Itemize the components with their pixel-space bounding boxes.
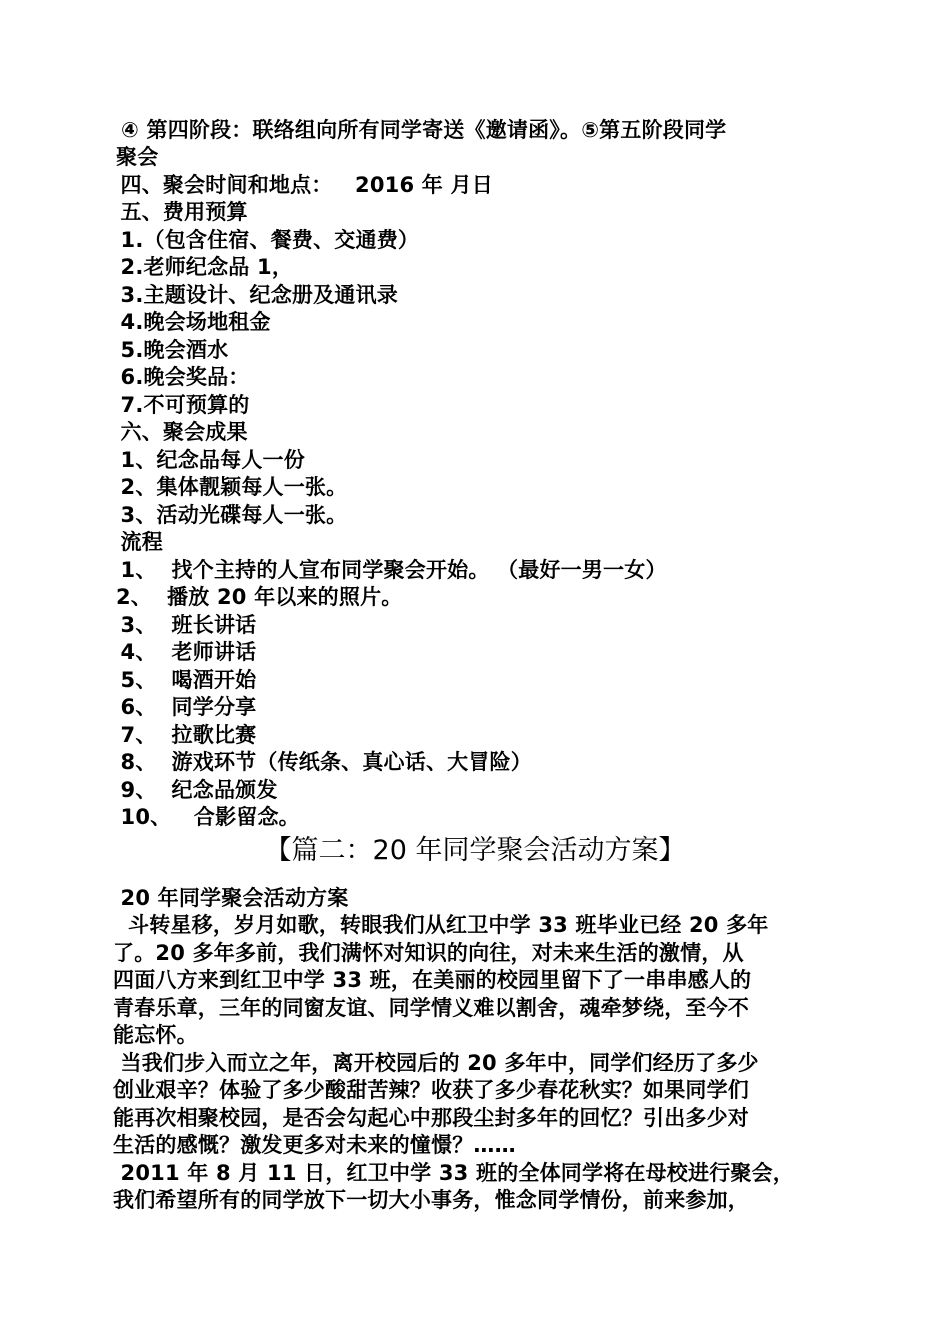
article-line: 当我们步入而立之年，离开校园后的 20 多年中，同学们经历了多少 (113, 1051, 759, 1075)
process-item: 2、 播放 20 年以来的照片。 (116, 585, 403, 609)
result-item: 3、活动光碟每人一张。 (113, 503, 348, 527)
article-line: 生活的感慨？激发更多对未来的憧憬？…… (113, 1133, 516, 1157)
result-item: 1、纪念品每人一份 (113, 448, 305, 472)
process-item: 10、 合影留念。 (113, 805, 300, 829)
text-line: 聚会 (116, 145, 159, 169)
text-line: ④ 第四阶段：联络组向所有同学寄送《邀请函》。⑤第五阶段同学 (121, 118, 727, 142)
article-line: 斗转星移，岁月如歌，转眼我们从红卫中学 33 班毕业已经 20 多年 (113, 913, 769, 937)
budget-item: 7.不可预算的 (113, 393, 250, 417)
process-item: 1、 找个主持的人宣布同学聚会开始。 （最好一男一女） (113, 558, 667, 582)
process-item: 5、 喝酒开始 (113, 668, 257, 692)
section-heading-part-two: 【篇二：20 年同学聚会活动方案】 (264, 835, 686, 866)
article-line: 创业艰辛？体验了多少酸甜苦辣？收获了多少春花秋实？如果同学们 (113, 1078, 749, 1102)
article-line: 了。20 多年多前，我们满怀对知识的向往，对未来生活的激情，从 (113, 941, 744, 965)
budget-item: 6.晚会奖品： (113, 365, 250, 389)
article-line: 能忘怀。 (113, 1023, 198, 1047)
process-item: 7、 拉歌比赛 (113, 723, 257, 747)
section-heading-time-place: 四、聚会时间和地点： 2016 年 月日 (113, 173, 493, 197)
budget-item: 3.主题设计、纪念册及通讯录 (113, 283, 398, 307)
article-line: 四面八方来到红卫中学 33 班，在美丽的校园里留下了一串串感人的 (113, 968, 752, 992)
process-item: 9、 纪念品颁发 (113, 778, 278, 802)
budget-item: 1.（包含住宿、餐费、交通费） (113, 228, 420, 252)
process-item: 3、 班长讲话 (113, 613, 257, 637)
budget-item: 2.老师纪念品 1， (113, 255, 294, 279)
process-item: 8、 游戏环节（传纸条、真心话、大冒险） (113, 750, 532, 774)
section-heading-process: 流程 (113, 530, 163, 554)
article-title: 20 年同学聚会活动方案 (113, 886, 349, 910)
article-line: 青春乐章，三年的同窗友谊、同学情义难以割舍，魂牵梦绕，至今不 (113, 996, 749, 1020)
article-line: 2011 年 8 月 11 日，红卫中学 33 班的全体同学将在母校进行聚会， (113, 1161, 794, 1185)
process-item: 6、 同学分享 (113, 695, 257, 719)
article-line: 我们希望所有的同学放下一切大小事务，惟念同学情份，前来参加， (113, 1188, 749, 1212)
section-heading-results: 六、聚会成果 (113, 420, 248, 444)
result-item: 2、集体靓颖每人一张。 (113, 475, 348, 499)
article-line: 能再次相聚校园，是否会勾起心中那段尘封多年的回忆？引出多少对 (113, 1106, 749, 1130)
budget-item: 4.晚会场地租金 (113, 310, 271, 334)
section-heading-budget: 五、费用预算 (113, 200, 248, 224)
process-item: 4、 老师讲话 (113, 640, 257, 664)
budget-item: 5.晚会酒水 (113, 338, 229, 362)
